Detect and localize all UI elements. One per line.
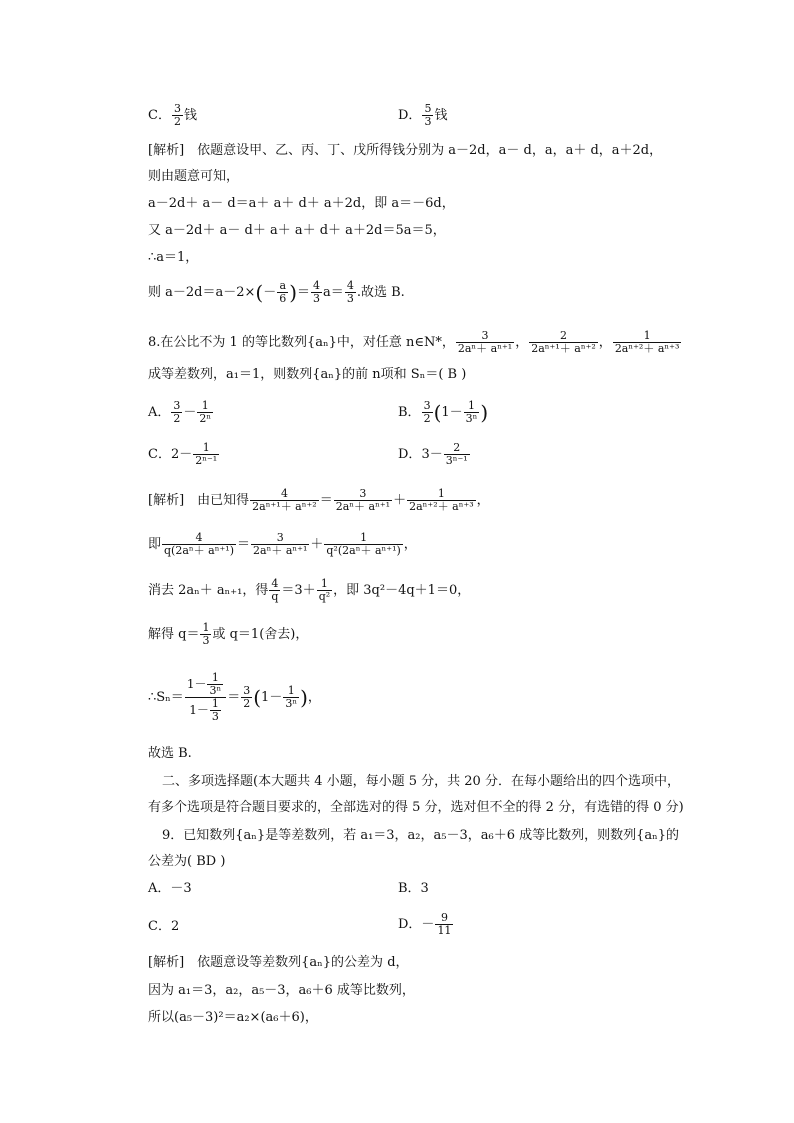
q7-option-c: C． $\frac{3}{2}$ 钱 [148, 102, 197, 128]
q8-analysis-line6: 故选 B. [148, 746, 192, 761]
q9-option-b: B．3 [398, 881, 429, 896]
q8-option-d: D．3－ $\frac{2}{\text{3ⁿ⁻¹}}$ [398, 441, 468, 467]
q7-analysis-line4: 又 a－2d＋ a－ d＋ a＋ a＋ d＋ a＋2d＝5a＝5， [148, 223, 446, 238]
q9-option-a: A．－3 [148, 881, 192, 896]
q9-option-c: C．2 [148, 919, 180, 934]
q9-option-d: D．－ $\frac{9}{11}$ [398, 911, 452, 937]
q8-option-a: A． $\frac{3}{2}$ － $\frac{1}{\text{2ⁿ}}$ [148, 399, 212, 425]
q7-analysis-line6: 则 a－2d＝a－2×(－ $\frac{a}{6}$ )＝ $\frac{4}{3}$ a＝ $\frac{4}{3}$ .故选 B. [148, 279, 405, 305]
q9-stem-line2: 公差为( BD ) [148, 854, 226, 869]
q8-stem-line2: 成等差数列，a₁＝1，则数列{aₙ}的前 n项和 Sₙ＝( B ) [148, 367, 467, 382]
q9-stem-line1: 9．已知数列{aₙ}是等差数列，若 a₁＝3，a₂，a₅－3，a₆＋6 成等比数列，则数列{aₙ}的 [162, 828, 680, 843]
q7-analysis-line5: ∴a＝1， [148, 250, 199, 265]
q7-analysis-line1: [解析] 依题意设甲、乙、丙、丁、戊所得钱分别为 a－2d，a－ d，a，a＋ d，a＋2d， [148, 143, 663, 158]
q7-analysis-line3: a－2d＋ a－ d＝a＋ a＋ d＋ a＋2d，即 a＝－6d， [148, 196, 455, 211]
q9-analysis-line1: [解析] 依题意设等差数列{aₙ}的公差为 d， [148, 955, 409, 970]
q8-analysis-line5: ∴Sₙ＝ 1－ $\frac{1}{\text{3ⁿ}}$ 1－ $\frac{1}{3}$ ＝ $\frac{3}{2}$ (1－ $\frac{1}{\text{3ⁿ}}$ )， [148, 671, 321, 723]
q8-analysis-line4: 解得 q＝ $\frac{1}{3}$ 或 q＝1(舍去)， [148, 621, 309, 647]
q8-analysis-line1: [解析] 由已知得 $\frac{4}{\text{2aⁿ⁺¹＋ aⁿ⁺²}}$ ＝ $\frac{3}{\text{2aⁿ＋ aⁿ⁺¹}}$ ＋ $\frac{1}{\text{2aⁿ⁺²＋ aⁿ⁺³}}$ ， [148, 487, 490, 513]
q8-analysis-line3: 消去 2aₙ＋ aₙ₊₁，得 $\frac{4}{q}$ ＝3＋ $\frac{1}{\text{q²}}$ ，即 3q²－4q＋1＝0， [148, 577, 471, 603]
q8-analysis-line2: 即 $\frac{4}{\text{q(2aⁿ＋ aⁿ⁺¹)}}$ ＝ $\frac{3}{\text{2aⁿ＋ aⁿ⁺¹}}$ ＋ $\frac{1}{\text{q²(2aⁿ＋ aⁿ⁺¹)}}$ ， [148, 531, 417, 557]
q7-option-d: D． $\frac{5}{3}$ 钱 [398, 102, 448, 128]
section2-heading-line2: 有多个选项是符合题目要求的，全部选对的得 5 分，选对但不全的得 2 分，有选错的得 0 分) [148, 800, 684, 815]
q8-stem-line1: 8.在公比不为 1 的等比数列{aₙ}中，对任意 n∈N*， $\frac{3}{\text{2aⁿ＋ aⁿ⁺¹}}$ ， $\frac{2}{\text{2aⁿ⁺¹＋ aⁿ⁺²}}$ ， $\frac{1}{\text{2aⁿ⁺²＋ aⁿ⁺³}}$ [148, 329, 680, 355]
q8-option-c: C．2－ $\frac{1}{\text{2ⁿ⁻¹}}$ [148, 441, 218, 467]
q9-analysis-line2: 因为 a₁＝3，a₂，a₅－3，a₆＋6 成等比数列， [148, 983, 415, 998]
q7-analysis-line2: 则由题意可知， [148, 169, 240, 184]
q9-analysis-line3: 所以(a₅－3)²＝a₂×(a₆＋6)， [148, 1010, 318, 1025]
section2-heading-line1: 二、多项选择题(本大题共 4 小题，每小题 5 分，共 20 分．在每小题给出的四个选项中， [162, 774, 680, 789]
q8-option-b: B． $\frac{3}{2}$ (1－ $\frac{1}{\text{3ⁿ}}$ ) [398, 399, 489, 425]
